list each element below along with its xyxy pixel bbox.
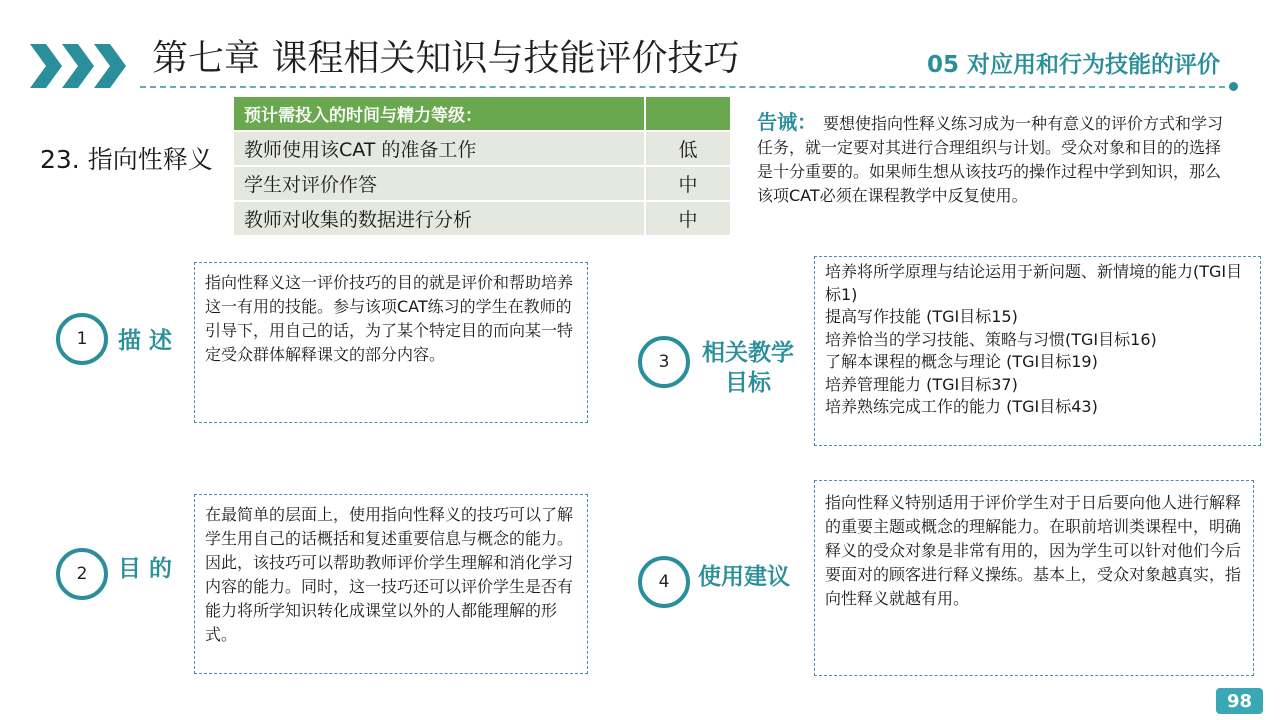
section-label-line: 相关教学	[702, 340, 794, 366]
effort-table-header-row	[233, 96, 731, 131]
goal-item: 提高写作技能 (TGI目标15)	[825, 307, 1018, 326]
warning-text: 要想使指向性释义练习成为一种有意义的评价方式和学习任务，就一定要对其进行合理组织与计划。受众对象和目的的选择是十分重要的。如果师生想从该技巧的操作过程中学到知识，那么该项CAT必须在课程教学中反复使用。	[757, 114, 1224, 205]
warning-note	[757, 110, 1232, 208]
effort-task: 学生对评价作答	[233, 166, 645, 201]
section-number-badge: 4	[638, 556, 690, 608]
effort-task: 教师使用该CAT 的准备工作	[233, 131, 645, 166]
goal-item: 培养将所学原理与结论运用于新问题、新情境的能力(TGI目标1)	[825, 262, 1243, 304]
goals-box	[814, 256, 1261, 446]
section-label-line: 目标	[725, 370, 771, 396]
table-row	[233, 131, 731, 166]
item-title: 23. 指向性释义	[40, 145, 213, 174]
effort-task: 教师对收集的数据进行分析	[233, 201, 645, 236]
page-number-badge: 98	[1216, 688, 1263, 714]
table-row	[233, 166, 731, 201]
purpose-box: 在最简单的层面上，使用指向性释义的技巧可以了解学生用自己的话概括和复述重要信息与概念的能力。因此，该技巧可以帮助教师评价学生理解和消化学习内容的能力。同时，这一技巧还可以评价学生是否有能力将所学知识转化成课堂以外的人都能理解的形式。	[194, 494, 588, 674]
goal-item: 培养熟练完成工作的能力 (TGI目标43)	[825, 397, 1098, 416]
effort-table-header: 预计需投入的时间与精力等级：	[233, 96, 645, 131]
section-number-badge: 1	[56, 313, 108, 365]
section-title: 05 对应用和行为技能的评价	[926, 52, 1220, 78]
chapter-title: 第七章 课程相关知识与技能评价技巧	[152, 38, 740, 79]
warning-label: 告诫：	[757, 110, 817, 134]
section-number-badge: 3	[638, 336, 690, 388]
section-label	[702, 338, 794, 398]
effort-level: 中	[645, 201, 731, 236]
usage-tips-box: 指向性释义特别适用于评价学生对于日后要向他人进行解释的重要主题或概念的理解能力。在职前培训类课程中，明确释义的受众对象是非常有用的，因为学生可以针对他们今后要面对的顾客进行释义操练。基本上，受众对象越真实，指向性释义就越有用。	[814, 480, 1254, 676]
section-number-badge: 2	[56, 548, 108, 600]
goal-item: 培养管理能力 (TGI目标37)	[825, 374, 1018, 394]
effort-table	[232, 95, 732, 237]
description-box: 指向性释义这一评价技巧的目的就是评价和帮助培养这一有用的技能。参与该项CAT练习的学生在教师的引导下，用自己的话，为了某个特定目的而向某一特定受众群体解释课文的部分内容。	[194, 262, 588, 423]
effort-level: 中	[645, 166, 731, 201]
header-divider-dot	[1229, 82, 1238, 91]
goal-item: 培养恰当的学习技能、策略与习惯(TGI目标16)	[825, 329, 1157, 349]
section-label: 描 述	[118, 328, 173, 354]
effort-level: 低	[645, 131, 731, 166]
section-label: 使用建议	[698, 564, 790, 590]
goal-item: 了解本课程的概念与理论 (TGI目标19)	[825, 352, 1098, 371]
header-divider	[140, 86, 1235, 88]
effort-table-header-empty	[645, 96, 731, 131]
chevron-arrows-icon	[30, 44, 130, 88]
table-row	[233, 201, 731, 236]
section-label: 目 的	[118, 556, 173, 582]
